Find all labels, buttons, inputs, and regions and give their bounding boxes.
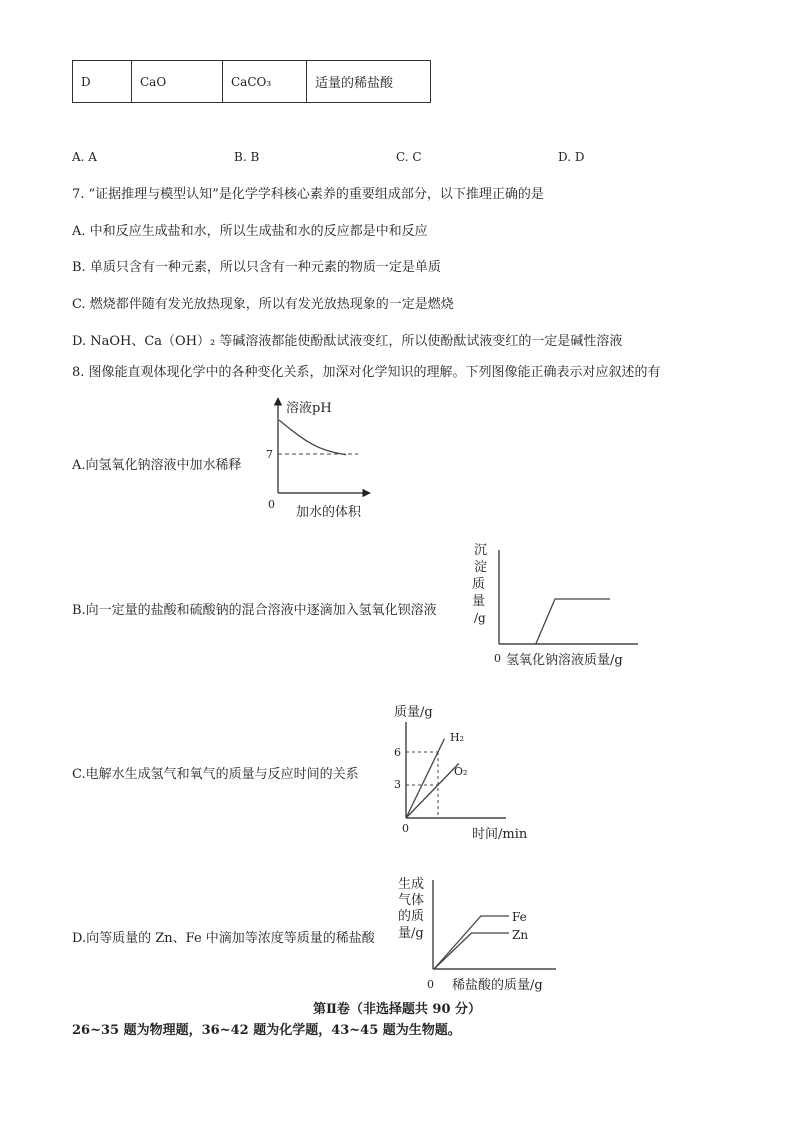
section-note: 26~35 题为物理题，36~42 题为化学题，43~45 题为生物题。 xyxy=(72,1023,461,1038)
q6-option-c[interactable]: C. C xyxy=(396,150,422,164)
y-axis-label-4: 量 xyxy=(472,594,486,609)
y-axis-label-3: 的质 xyxy=(398,909,425,924)
q6-option-d[interactable]: D. D xyxy=(558,150,585,164)
fe-series-label: Fe xyxy=(512,910,527,924)
y-tick-7: 7 xyxy=(266,448,273,461)
chart-c xyxy=(388,700,538,845)
h2-line xyxy=(406,739,444,818)
section-title: 第Ⅱ卷（非选择题共 90 分） xyxy=(312,1002,482,1017)
zn-series-label: Zn xyxy=(512,928,529,942)
q6-option-b[interactable]: B. B xyxy=(234,150,260,164)
ph-curve xyxy=(279,420,346,455)
chart-b xyxy=(468,540,648,670)
x-axis-label: 时间/min xyxy=(472,827,528,842)
y-tick-3: 3 xyxy=(394,778,401,791)
table-cell: CaCO₃ xyxy=(223,61,307,103)
option-table xyxy=(72,60,431,103)
table-cell: CaO xyxy=(132,61,223,103)
o2-line xyxy=(406,764,459,819)
h2-series-label: H₂ xyxy=(450,731,465,744)
table-row xyxy=(73,61,431,103)
y-axis-label-1: 沉 xyxy=(474,543,488,558)
q7-option-d[interactable]: D. NaOH、Ca（OH）₂ 等碱溶液都能使酚酞试液变红，所以使酚酞试液变红的一定是碱性溶液 xyxy=(72,334,623,349)
origin-label: 0 xyxy=(427,978,434,991)
y-axis-label: 溶液pH xyxy=(286,401,332,416)
origin-label: 0 xyxy=(402,822,409,835)
q8-option-a[interactable]: A.向氢氧化钠溶液中加水稀释 xyxy=(72,458,242,473)
x-axis-label: 加水的体积 xyxy=(296,505,362,520)
origin-label: 0 xyxy=(268,498,275,511)
y-tick-6: 6 xyxy=(394,746,401,759)
q6-option-a[interactable]: A. A xyxy=(72,150,97,164)
y-axis-label-4: 量/g xyxy=(398,926,424,941)
q7-option-a[interactable]: A. 中和反应生成盐和水，所以生成盐和水的反应都是中和反应 xyxy=(72,224,428,239)
q7-stem: 7. “证据推理与模型认知”是化学学科核心素养的重要组成部分，以下推理正确的是 xyxy=(72,187,544,202)
q7-option-b[interactable]: B. 单质只含有一种元素，所以只含有一种元素的物质一定是单质 xyxy=(72,260,441,275)
zn-line xyxy=(434,933,509,969)
origin-label: 0 xyxy=(494,652,501,665)
y-axis-label: 质量/g xyxy=(394,705,433,720)
q8-option-b[interactable]: B.向一定量的盐酸和硫酸钠的混合溶液中逐滴加入氢氧化钡溶液 xyxy=(72,603,437,618)
table-cell: D xyxy=(73,61,132,103)
chart-d xyxy=(396,872,566,997)
fe-line xyxy=(434,916,509,969)
table-cell: 适量的稀盐酸 xyxy=(307,61,431,103)
q8-stem: 8. 图像能直观体现化学中的各种变化关系，加深对化学知识的理解。下列图像能正确表示对应叙述的有 xyxy=(72,365,661,380)
x-axis-label: 氢氧化钠溶液质量/g xyxy=(506,653,623,668)
x-axis-label: 稀盐酸的质量/g xyxy=(452,978,543,993)
o2-series-label: O₂ xyxy=(454,765,468,778)
y-axis-label-2: 淀 xyxy=(474,560,488,575)
q7-option-c[interactable]: C. 燃烧都伴随有发光放热现象，所以有发光放热现象的一定是燃烧 xyxy=(72,297,454,312)
y-axis-label-1: 生成 xyxy=(398,877,425,892)
q8-option-d[interactable]: D.向等质量的 Zn、Fe 中滴加等浓度等质量的稀盐酸 xyxy=(72,931,375,946)
chart-a xyxy=(258,392,388,522)
q8-option-c[interactable]: C.电解水生成氢气和氧气的质量与反应时间的关系 xyxy=(72,767,359,782)
y-axis-label-3: 质 xyxy=(472,577,486,592)
y-axis-label-5: /g xyxy=(474,611,486,625)
y-axis-label-2: 气体 xyxy=(398,893,425,908)
precipitate-line xyxy=(500,599,610,644)
